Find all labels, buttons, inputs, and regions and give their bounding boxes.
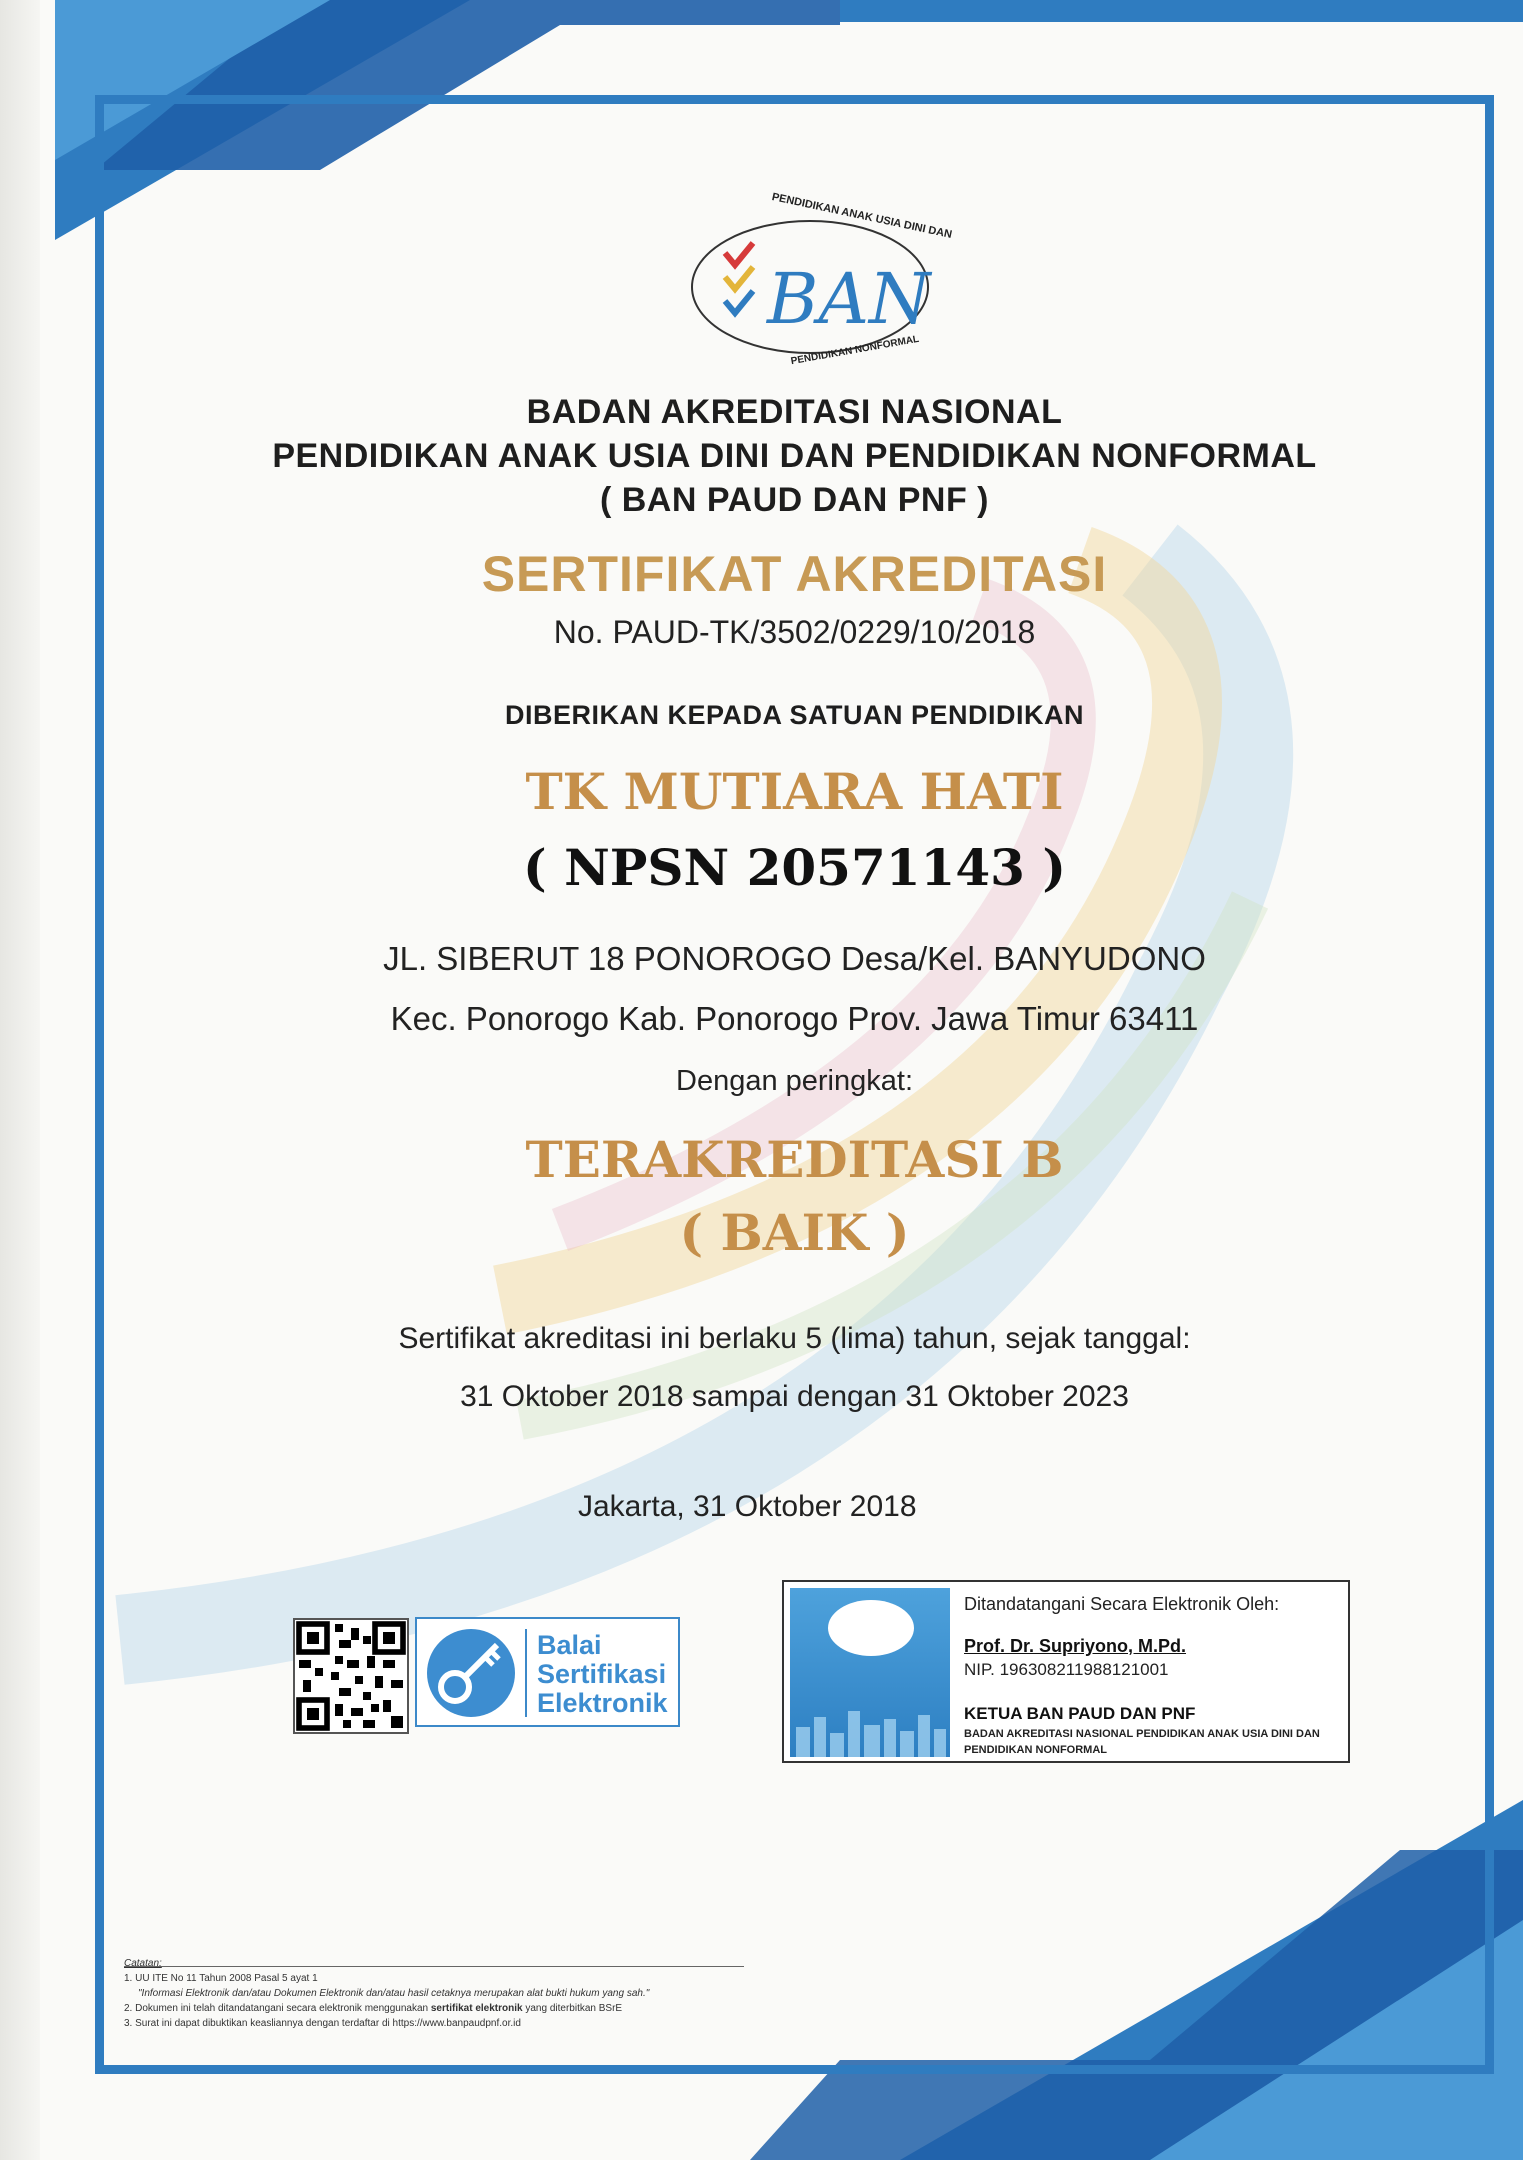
- address-line-2: Kec. Ponorogo Kab. Ponorogo Prov. Jawa Timur 63411: [390, 1000, 1199, 1037]
- signature-logo-panel: [790, 1588, 950, 1757]
- top-right-stripe: [840, 0, 1523, 22]
- certificate-number: No. PAUD-TK/3502/0229/10/2018: [553, 614, 1036, 650]
- footnotes: [124, 1956, 744, 2031]
- bse-line-1: Balai: [537, 1630, 602, 1660]
- signer-organization: BADAN AKREDITASI NASIONAL PENDIDIKAN ANAK USIA DINI DAN PENDIDIKAN NONFORMAL: [964, 1728, 1320, 1756]
- ban-logo-abbr: BAN: [767, 258, 931, 340]
- school-name: TK MUTIARA HATI: [525, 762, 1064, 821]
- bse-line-2: Sertifikasi: [537, 1659, 667, 1689]
- validity-line-1: Sertifikat akreditasi ini berlaku 5 (lima) tahun, sejak tanggal:: [398, 1322, 1191, 1355]
- signer-name: Prof. Dr. Supriyono, M.Pd.: [964, 1636, 1187, 1656]
- school-npsn: ( NPSN 20571143 ): [523, 838, 1066, 897]
- bse-line-3: Elektronik: [537, 1688, 668, 1718]
- given-to-label: DIBERIKAN KEPADA SATUAN PENDIDIKAN: [504, 700, 1085, 730]
- rating-description: ( BAIK ): [679, 1203, 910, 1262]
- bse-divider: [525, 1629, 527, 1717]
- note-2-c: yang diterbitkan BSrE: [522, 2003, 623, 2014]
- note-1-quote: "Informasi Elektronik dan/atau Dokumen Elektronik dan/atau hasil cetaknya merupakan alat bukti hukum yang sah.": [138, 1988, 650, 1999]
- certificate-title: SERTIFIKAT AKREDITASI: [481, 546, 1108, 602]
- bse-text: [537, 1631, 668, 1718]
- signed-by-label: Ditandatangani Secara Elektronik Oleh:: [964, 1594, 1280, 1614]
- qr-code-icon: [295, 1620, 407, 1732]
- skyline-icon: [790, 1697, 950, 1757]
- rating-grade: TERAKREDITASI B: [525, 1130, 1064, 1189]
- address-line-1: JL. SIBERUT 18 PONOROGO Desa/Kel. BANYUDONO: [383, 940, 1206, 977]
- org-line-2: PENDIDIKAN ANAK USIA DINI DAN PENDIDIKAN NONFORMAL: [272, 437, 1317, 475]
- note-2: [124, 2001, 744, 2016]
- validity-line-2: 31 Oktober 2018 sampai dengan 31 Oktober 2023: [460, 1380, 1129, 1413]
- key-icon: [423, 1625, 519, 1721]
- note-2-b: sertifikat elektronik: [430, 2003, 523, 2014]
- note-1: 1. UU ITE No 11 Tahun 2008 Pasal 5 ayat 1: [124, 1973, 318, 1984]
- ban-small-logo-icon: [828, 1600, 914, 1656]
- note-2-a: 2. Dokumen ini telah ditandatangani secara elektronik menggunakan: [124, 2003, 431, 2014]
- place-date: Jakarta, 31 Oktober 2018: [578, 1490, 917, 1523]
- signer-role: KETUA BAN PAUD DAN PNF: [964, 1704, 1196, 1723]
- org-line-3: ( BAN PAUD DAN PNF ): [599, 481, 989, 519]
- qr-code: [293, 1618, 409, 1734]
- note-3: 3. Surat ini dapat dibuktikan keasliannya dengan terdaftar di https://www.banpaudpnf.or.id: [124, 2018, 521, 2029]
- ban-logo-ring-bottom: PENDIDIKAN NONFORMAL: [790, 333, 920, 368]
- ban-logo-ring-top: PENDIDIKAN ANAK USIA DINI DAN: [770, 191, 953, 241]
- signature-box: [782, 1580, 1350, 1763]
- bse-badge: [415, 1617, 680, 1727]
- org-line-1: BADAN AKREDITASI NASIONAL: [526, 393, 1063, 431]
- rating-label: Dengan peringkat:: [676, 1065, 913, 1097]
- notes-title: Catatan:: [124, 1958, 162, 1969]
- signer-nip: NIP. 196308211988121001: [964, 1660, 1169, 1679]
